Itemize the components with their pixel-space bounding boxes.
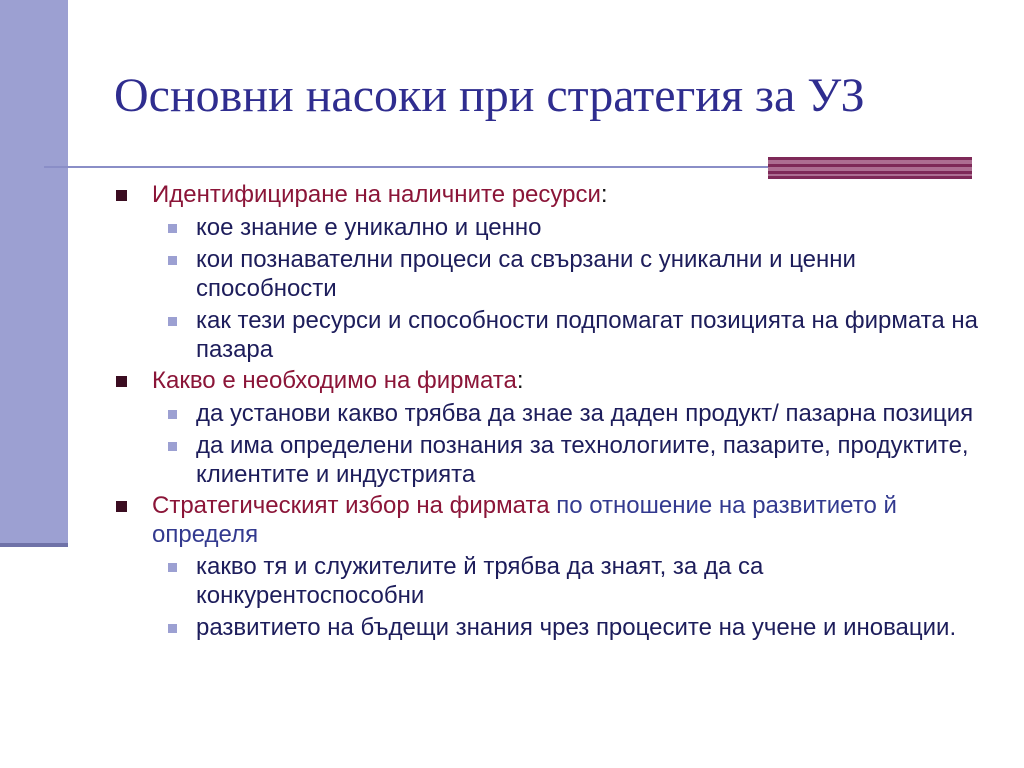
sub-bullet-text: какво тя и служителите й трябва да знаят, за да са конкурентоспособни (196, 553, 764, 609)
sub-bullet-item (112, 246, 992, 303)
square-subbullet-icon (168, 563, 177, 572)
bullet-item-3 (112, 492, 992, 549)
slide-title: Основни насоки при стратегия за УЗ (114, 69, 865, 122)
bullet-item-1 (112, 181, 992, 210)
bullet-colon: : (516, 367, 524, 394)
sub-bullet-item (112, 400, 992, 429)
sub-bullet-text: да има определени познания за технологиите, пазарите, продуктите, клиентите и индустрията (196, 432, 969, 488)
bullet-colon: : (600, 181, 608, 208)
sub-bullet-item (112, 214, 992, 243)
bullet-rest-text: по отношение на развитието й определя (152, 492, 897, 548)
square-subbullet-icon (168, 224, 177, 233)
square-subbullet-icon (168, 624, 177, 633)
sub-bullet-item (112, 614, 992, 643)
left-decor-bar (0, 0, 68, 546)
title-divider-line (44, 166, 772, 168)
bullet-lead-text: Какво е необходимо на фирмата (152, 367, 517, 394)
square-bullet-icon (116, 190, 127, 201)
bullet-list (112, 181, 992, 643)
sub-bullet-item (112, 432, 992, 489)
title-divider-accent (768, 157, 972, 179)
sub-bullet-item (112, 307, 992, 364)
bullet-item-2 (112, 367, 992, 396)
square-subbullet-icon (168, 410, 177, 419)
square-subbullet-icon (168, 256, 177, 265)
bullet-lead-text: Идентифициране на наличните ресурси (152, 181, 601, 208)
bullet-lead-text: Стратегическият избор на фирмата (152, 492, 550, 519)
square-subbullet-icon (168, 442, 177, 451)
sub-bullet-text: кое знание е уникално и ценно (196, 213, 542, 241)
sub-bullet-text: да установи какво трябва да знае за даден продукт/ пазарна позиция (196, 399, 974, 427)
sub-bullet-text: как тези ресурси и способности подпомагат позицията на фирмата на пазара (196, 307, 978, 363)
left-decor-bar-edge (0, 543, 68, 547)
sub-bullet-item (112, 553, 992, 610)
sub-bullet-text: кои познавателни процеси са свързани с уникални и ценни способности (196, 246, 856, 302)
square-bullet-icon (116, 376, 127, 387)
sub-bullet-text: развитието на бъдещи знания чрез процесите на учене и иновации. (196, 614, 957, 641)
square-bullet-icon (116, 501, 127, 512)
square-subbullet-icon (168, 317, 177, 326)
